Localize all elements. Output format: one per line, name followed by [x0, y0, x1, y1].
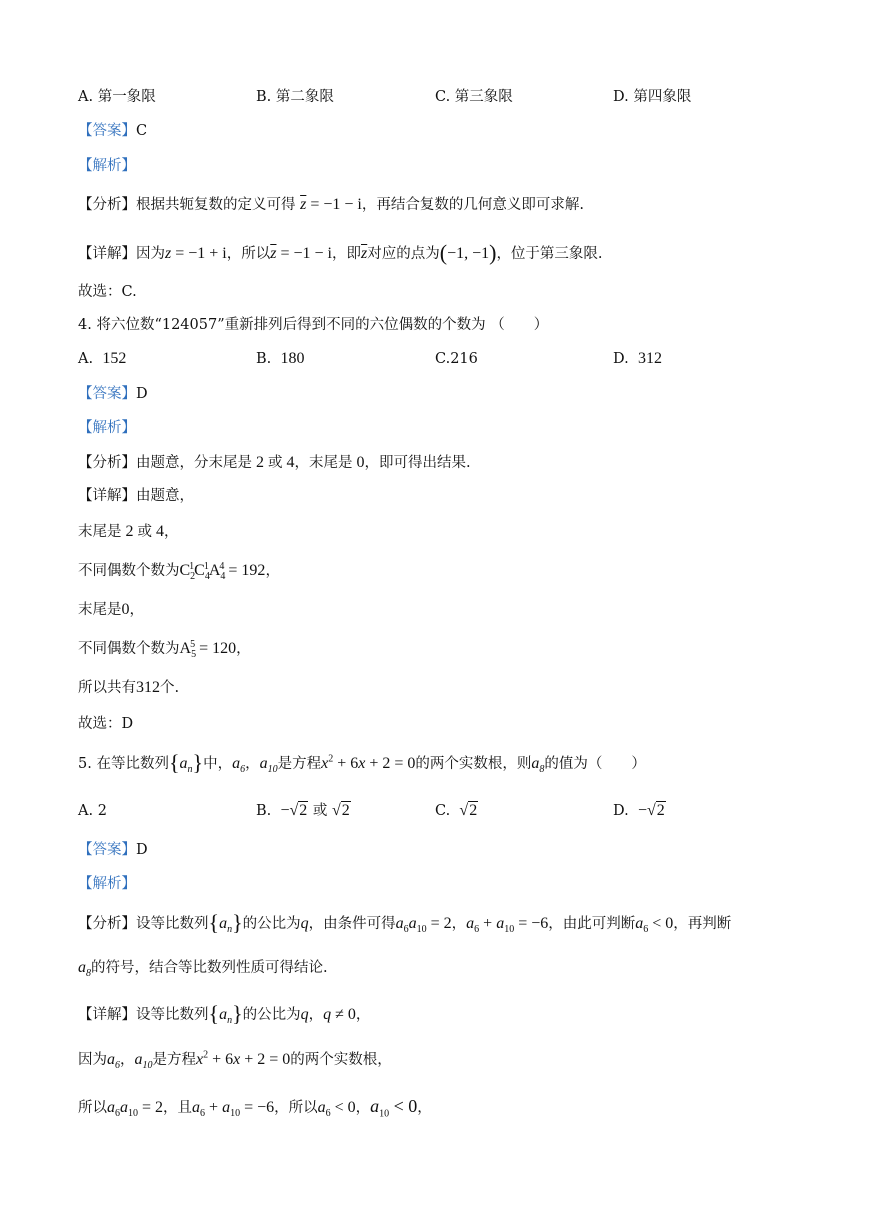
q5-stem: 5. 在等比数列$\{a_n\}$中，$a_6$，$a_{10}$是方程$x^2 + 6x + 2 = 0$的两个实数根，则$a_8$的值为（ ）	[78, 750, 646, 776]
q4-line5: 所以共有312个.	[78, 679, 180, 696]
q3-option-b: B. 第二象限	[256, 89, 334, 105]
q3-option-c: C. 第三象限	[435, 89, 513, 105]
q4-option-a: A. 152	[78, 350, 127, 367]
q5-xiangjie: 【详解】设等比数列$\{a_n\}$的公比为q，q ≠ 0，	[78, 1001, 371, 1027]
q4-xiangjie: 【详解】由题意，	[78, 488, 194, 504]
q3-xiangjie: 【详解】因为z = −1 + i，所以$\overline{z} = -1 - i$，即$\overline{z}$对应的点为(−1, −1)，位于第三象限.	[78, 240, 603, 265]
q5-option-b: B. −√2 或 √2	[256, 802, 350, 819]
q3-choose: 故选：C.	[78, 284, 137, 300]
q3-fenxi: 【分析】根据共轭复数的定义可得 $\overline{z} = -1 - i$，再结合复数的几何意义即可求解.	[78, 196, 584, 213]
q5-option-a: A. 2	[78, 803, 107, 819]
q4-line2: 不同偶数个数为$C_2^1C_4^1A_4^4 = 192$，	[78, 560, 280, 583]
q5-line2: 所以$a_6a_{10} = 2$，且$a_6 + a_{10} = -6$，所以$a_6 < 0$，$a_{10} < 0$，	[78, 1096, 432, 1120]
q4-stem: 4. 将六位数“124057”重新排列后得到不同的六位偶数的个数为 （ ）	[78, 317, 549, 333]
q4-line1: 末尾是 2 或 4，	[78, 523, 179, 540]
q3-option-d: D. 第四象限	[613, 89, 692, 105]
q5-option-d: D. −√2	[613, 802, 665, 819]
q3-answer: 【答案】C	[78, 123, 148, 139]
q4-option-c: C.216	[435, 351, 478, 367]
q5-line1: 因为$a_6$，$a_{10}$是方程$x^2 + 6x + 2 = 0$的两个实数根，	[78, 1049, 392, 1072]
q5-analysis-tag: 【解析】	[78, 876, 136, 892]
q5-answer: 【答案】D	[78, 842, 148, 858]
q4-line4: 不同偶数个数为$A_5^5 = 120$，	[78, 638, 251, 661]
q5-fenxi-2: $a_8$的符号，结合等比数列性质可得结论.	[78, 959, 328, 980]
q4-option-b: B. 180	[256, 350, 305, 367]
q4-choose: 故选：D	[78, 716, 134, 732]
q4-option-d: D. 312	[613, 350, 662, 367]
q4-analysis-tag: 【解析】	[78, 420, 136, 436]
q3-option-a: A. 第一象限	[78, 89, 156, 105]
q4-fenxi: 【分析】由题意，分末尾是 2 或 4，末尾是 0，即可得出结果.	[78, 454, 471, 471]
q3-analysis-tag: 【解析】	[78, 158, 136, 174]
q5-option-c: C. √2	[435, 802, 478, 819]
q4-line3: 末尾是0，	[78, 601, 144, 618]
q4-answer: 【答案】D	[78, 386, 148, 402]
q5-fenxi-1: 【分析】设等比数列$\{a_n\}$的公比为q，由条件可得$a_6a_{10} = 2$，$a_6 + a_{10} = -6$，由此可判断$a_6 < 0$，再判断	[78, 910, 732, 936]
